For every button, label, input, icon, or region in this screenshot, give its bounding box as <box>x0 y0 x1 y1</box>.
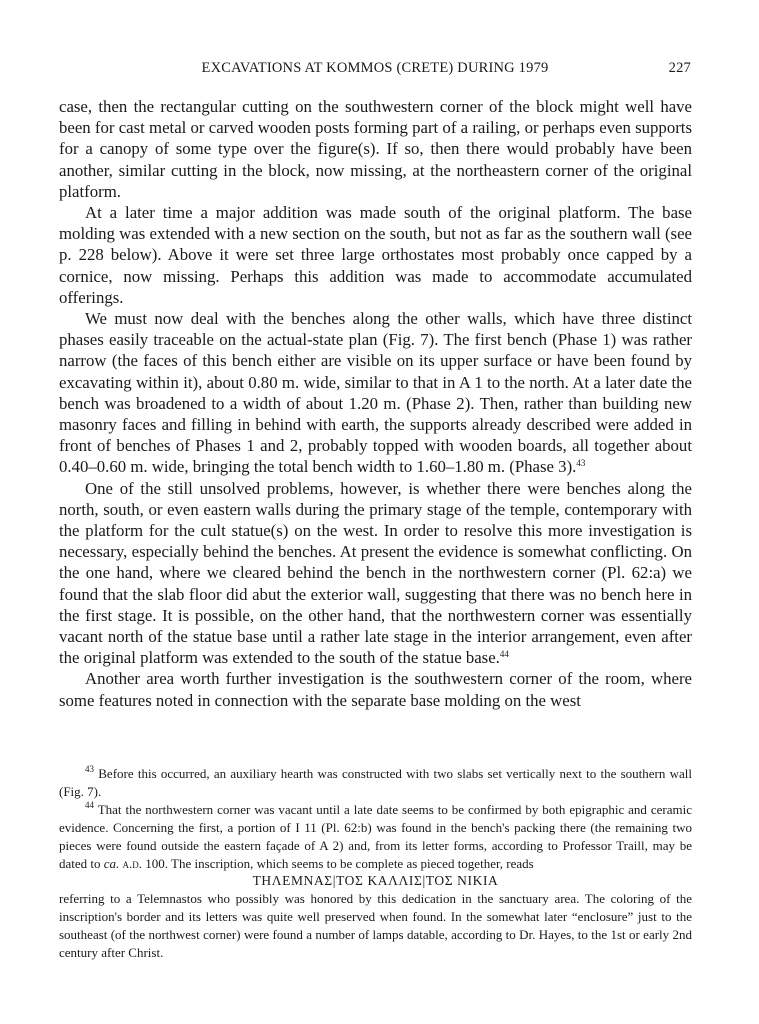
footnote-43-number: 43 <box>85 764 94 774</box>
paragraph-4 <box>59 478 692 669</box>
footnote-44 <box>59 801 692 873</box>
footnote-ref-43[interactable]: 43 <box>576 458 586 469</box>
footnote-44-text-b: 100. The inscription, which seems to be complete as pieced together, reads <box>142 855 534 871</box>
footnote-44-ad: a.d. <box>122 855 143 871</box>
paragraph-5: Another area worth further investigation is the southwestern corner of the room, where some features noted in connection with the separate base molding on the west <box>59 669 692 710</box>
paragraph-2: At a later time a major addition was made south of the original platform. The base molding was extended with a new section on the south, but not as far as the southern wall (see p. 228 below). Above it were set three large orthostates most probably once capped by a cornice, now missing. Perhaps this addition was made to accommodate accumulated offerings. <box>59 203 692 307</box>
running-title: EXCAVATIONS AT KOMMOS (CRETE) DURING 1979 <box>201 60 549 76</box>
footnote-ref-44[interactable]: 44 <box>499 649 509 660</box>
footnote-44-continuation: referring to a Telemnastos who possibly was honored by this dedication in the sanctuary area. The coloring of the inscription's border and its letters was quite well preserved when found. In the somewhat later “enclosure” just to the southeast (of the northwest corner) were found a number of lamps datable, according to Dr. Hayes, to the 1st or early 2nd century after Christ. <box>59 891 692 961</box>
page-number: 227 <box>668 60 691 76</box>
paragraph-3-text: We must now deal with the benches along the other walls, which have three distinct phases easily traceable on the actual-state plan (Fig. 7). The first bench (Phase 1) was rather narrow (the faces of this bench either are visible on its upper surface or have been found by excavating within it), about 0.80 m. wide, similar to that in A 1 to the north. At a later date the bench was broadened to a width of about 1.20 m. (Phase 2). Then, rather than building new masonry faces and filling in behind with earth, the supports already described were added in front of benches of Phases 1 and 2, probably topped with wooden boards, all together about 0.40–0.60 m. wide, bringing the total bench width to 1.60–1.80 m. (Phase 3). <box>59 309 692 477</box>
footnote-43-text: Before this occurred, an auxiliary hearth was constructed with two slabs set vertically next to the southern wall (Fig. 7). <box>59 766 692 799</box>
footnote-44-text-a: That the northwestern corner was vacant until a late date seems to be confirmed by both epigraphic and ceramic evidence. Concerning the first, a portion of I 11 (Pl. 62:b) was found in the bench's packing there (the remaining two pieces were found outside the eastern façade of A 2) and, from its letter forms, according to Professor Traill, may be dated to <box>59 801 693 871</box>
paragraph-1: case, then the rectangular cutting on the southwestern corner of the block might well have been for cast metal or carved wooden posts forming part of a railing, or perhaps even supports for a canopy of some type over the figure(s). If so, then there would probably have been another, similar cutting in the block, now missing, at the northeastern corner of the original platform. <box>59 97 692 201</box>
footnote-43 <box>59 765 692 801</box>
body-text <box>59 96 692 711</box>
inscription-text: ΤΗΛΕΜΝΑΣ|ΤΟΣ ΚΑΛΛΙΣ|ΤΟΣ ΝΙΚΙΑ <box>252 873 499 889</box>
footnote-44-number: 44 <box>85 799 94 810</box>
paragraph-3 <box>59 308 692 478</box>
footnotes <box>59 765 692 962</box>
paragraph-4-text: One of the still unsolved problems, however, is whether there were benches along the north, south, or even eastern walls during the primary stage of the temple, contemporary with the platform for the cult statue(s) on the west. In order to resolve this more investigation is necessary, especially behind the benches. At present the evidence is somewhat conflicting. On the one hand, where we cleared behind the bench in the northwestern corner (Pl. 62:a) we found that the slab floor did abut the exterior wall, suggesting that there was no bench here in the first stage. It is possible, on the other hand, that the northwestern corner was essentially vacant north of the statue base until a rather late stage in the interior arrangement, even after the original platform was extended to the south of the statue base. <box>59 478 692 668</box>
footnote-44-circa: ca. <box>103 855 120 871</box>
